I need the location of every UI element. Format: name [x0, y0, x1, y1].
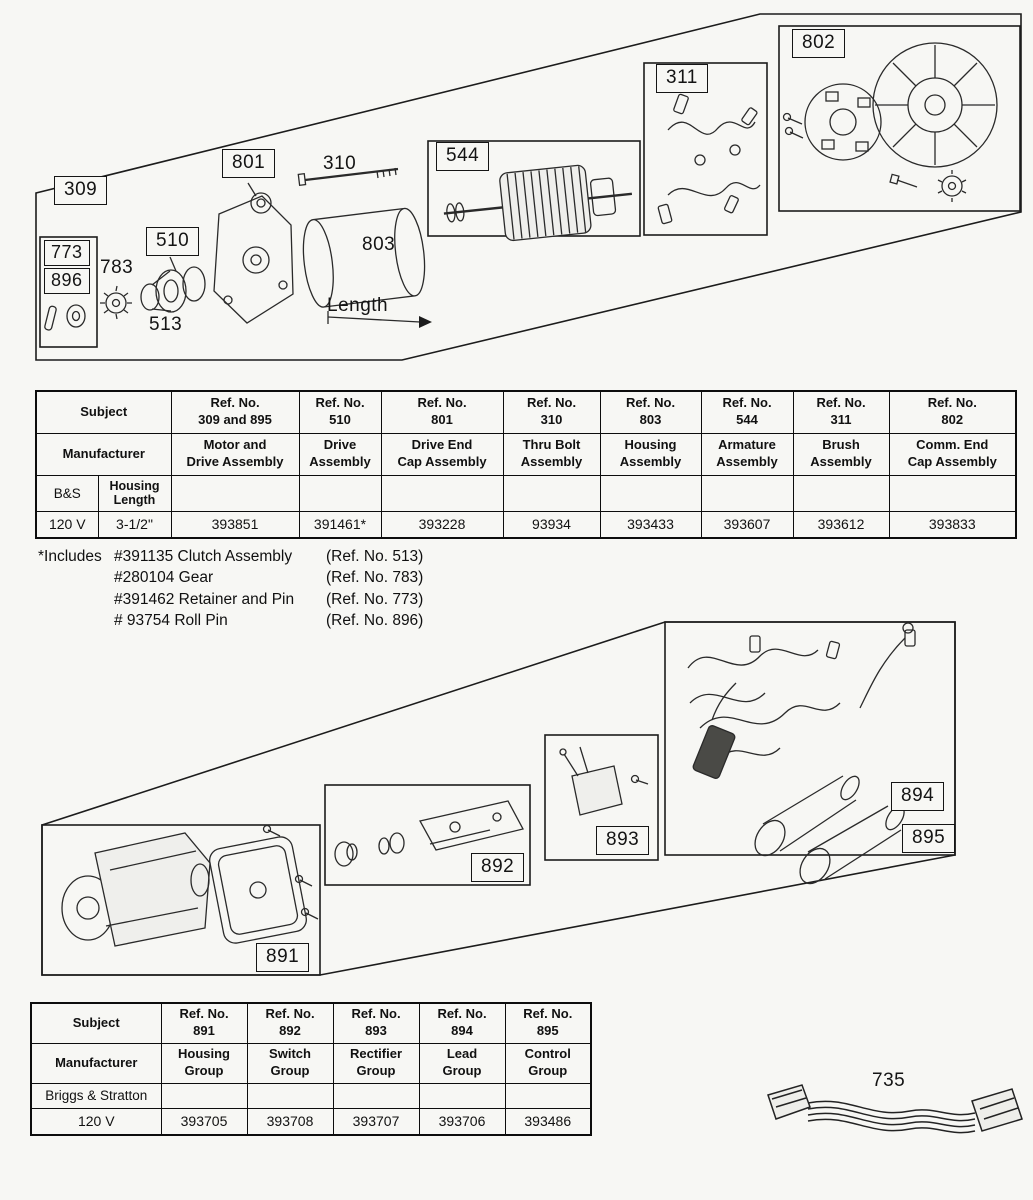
t2-value-893: 393707 — [333, 1108, 419, 1135]
t1-ref-309-895: Ref. No. 309 and 895 — [171, 391, 299, 433]
exploded-view-art-bottom — [0, 608, 1033, 1000]
t1-name-drive: Drive Assembly — [299, 433, 381, 475]
callout-894: 894 — [891, 782, 944, 811]
t2-empty-cell — [247, 1083, 333, 1108]
t1-empty-cell — [889, 475, 1016, 511]
starter-parts-table — [35, 390, 1017, 539]
t1-value-510: 391461* — [299, 511, 381, 538]
t1-empty-cell — [299, 475, 381, 511]
footnote-part: #391462 Retainer and Pin — [114, 590, 295, 608]
callout-895: 895 — [902, 824, 955, 853]
callout-735: 735 — [872, 1070, 906, 1091]
t1-ref-544: Ref. No. 544 — [701, 391, 793, 433]
callout-891: 891 — [256, 943, 309, 972]
footnote-ref: (Ref. No. 783) — [326, 569, 424, 587]
callout-896: 896 — [44, 268, 90, 294]
callout-802: 802 — [792, 29, 845, 58]
t1-name-motor-drive: Motor and Drive Assembly — [171, 433, 299, 475]
t1-empty-cell — [793, 475, 889, 511]
t1-name-housing: Housing Assembly — [600, 433, 701, 475]
footnote-line — [38, 568, 423, 588]
t1-empty-cell — [701, 475, 793, 511]
t2-name-rectifier: Rectifier Group — [333, 1043, 419, 1083]
callout-310: 310 — [323, 153, 357, 174]
t2-empty-cell — [419, 1083, 505, 1108]
t1-voltage-cell: 120 V — [36, 511, 98, 538]
t1-name-armature: Armature Assembly — [701, 433, 793, 475]
t1-ref-803: Ref. No. 803 — [600, 391, 701, 433]
t1-subject-header: Subject — [36, 391, 171, 433]
t1-name-drive-end-cap: Drive End Cap Assembly — [381, 433, 503, 475]
footnote-prefix: *Includes — [38, 548, 102, 565]
t1-value-801: 393228 — [381, 511, 503, 538]
t1-value-802: 393833 — [889, 511, 1016, 538]
t1-ref-310: Ref. No. 310 — [503, 391, 600, 433]
footnote-line — [38, 547, 423, 567]
callout-513: 513 — [149, 314, 183, 335]
footnote-part: #280104 Gear — [114, 569, 214, 587]
t1-value-544: 393607 — [701, 511, 793, 538]
callout-544: 544 — [436, 142, 489, 171]
t2-value-894: 393706 — [419, 1108, 505, 1135]
t1-empty-cell — [381, 475, 503, 511]
wiring-harness-figure — [750, 1062, 1033, 1177]
t1-empty-cell — [171, 475, 299, 511]
t2-brand-cell: Briggs & Stratton — [31, 1083, 161, 1108]
t1-ref-801: Ref. No. 801 — [381, 391, 503, 433]
callout-311: 311 — [656, 64, 708, 93]
t1-ref-311: Ref. No. 311 — [793, 391, 889, 433]
t2-empty-cell — [161, 1083, 247, 1108]
t1-empty-cell — [503, 475, 600, 511]
t2-subject-header: Subject — [31, 1003, 161, 1043]
footnote-ref: (Ref. No. 513) — [326, 548, 424, 565]
t1-value-310: 93934 — [503, 511, 600, 538]
t2-ref-893: Ref. No. 893 — [333, 1003, 419, 1043]
t1-brand-cell: B&S — [36, 475, 98, 511]
t1-name-thru-bolt: Thru Bolt Assembly — [503, 433, 600, 475]
t1-value-803: 393433 — [600, 511, 701, 538]
starter-motor-exploded-diagram — [0, 0, 1033, 378]
t2-empty-cell — [505, 1083, 591, 1108]
t2-name-housing: Housing Group — [161, 1043, 247, 1083]
callout-773: 773 — [44, 240, 90, 266]
t2-name-switch: Switch Group — [247, 1043, 333, 1083]
callout-803: 803 — [362, 234, 396, 255]
t2-value-895: 393486 — [505, 1108, 591, 1135]
t2-name-control: Control Group — [505, 1043, 591, 1083]
footnote-ref: (Ref. No. 773) — [326, 590, 424, 608]
t2-ref-891: Ref. No. 891 — [161, 1003, 247, 1043]
t1-ref-510: Ref. No. 510 — [299, 391, 381, 433]
footnote-part: #391135 Clutch Assembly — [114, 548, 293, 565]
t1-ref-802: Ref. No. 802 — [889, 391, 1016, 433]
t2-ref-894: Ref. No. 894 — [419, 1003, 505, 1043]
t1-housing-length-value: 3-1/2" — [98, 511, 171, 538]
t1-name-brush: Brush Assembly — [793, 433, 889, 475]
footnote-ref: (Ref. No. 896) — [326, 612, 424, 630]
callout-801: 801 — [222, 149, 275, 178]
t2-value-891: 393705 — [161, 1108, 247, 1135]
t1-housing-length-header: Housing Length — [98, 475, 171, 511]
t1-manufacturer-header: Manufacturer — [36, 433, 171, 475]
t2-ref-892: Ref. No. 892 — [247, 1003, 333, 1043]
t2-empty-cell — [333, 1083, 419, 1108]
t1-value-309-895: 393851 — [171, 511, 299, 538]
component-groups-exploded-diagram — [0, 608, 1033, 1000]
component-groups-table — [30, 1002, 592, 1136]
callout-893: 893 — [596, 826, 649, 855]
t1-value-311: 393612 — [793, 511, 889, 538]
t1-name-comm-end-cap: Comm. End Cap Assembly — [889, 433, 1016, 475]
t2-ref-895: Ref. No. 895 — [505, 1003, 591, 1043]
t2-voltage-cell: 120 V — [31, 1108, 161, 1135]
t2-name-lead: Lead Group — [419, 1043, 505, 1083]
length-label: Length — [327, 295, 389, 316]
callout-783: 783 — [100, 257, 134, 278]
callout-510: 510 — [146, 227, 199, 256]
t2-manufacturer-header: Manufacturer — [31, 1043, 161, 1083]
t1-empty-cell — [600, 475, 701, 511]
t2-value-892: 393708 — [247, 1108, 333, 1135]
callout-892: 892 — [471, 853, 524, 882]
footnote-part: # 93754 Roll Pin — [114, 612, 228, 630]
callout-309: 309 — [54, 176, 107, 205]
